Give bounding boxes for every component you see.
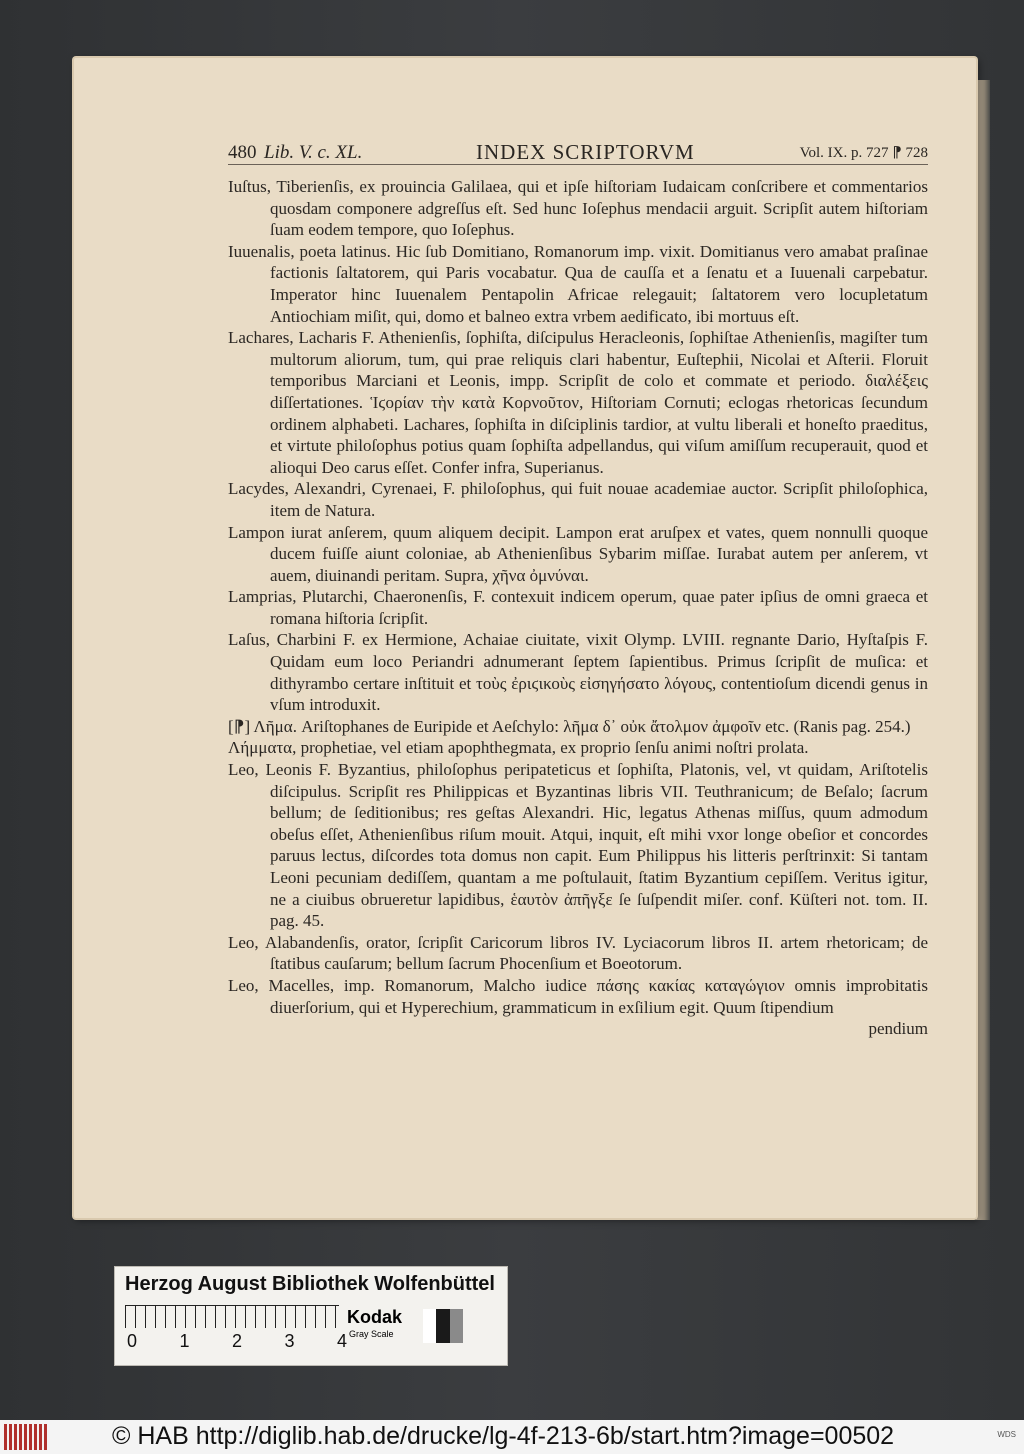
index-body bbox=[228, 176, 928, 1040]
page-number: 480 bbox=[228, 142, 257, 163]
catchword: pendium bbox=[868, 1019, 928, 1039]
entry-lacydes: Lacydes, Alexandri, Cyrenaei, F. philoſophus, qui fuit nouae academiae auctor. Scripſit philoſophica, item de Natura. bbox=[228, 479, 928, 520]
ruler-number: 4 bbox=[336, 1331, 347, 1351]
page-edge bbox=[976, 80, 990, 1220]
gray-scale-label: Gray Scale bbox=[349, 1329, 394, 1339]
entry-leo-byzantius: Leo, Leonis F. Byzantius, philoſophus peripateticus et ſophiſta, Platonis, vel, vt quidam, Ariſtotelis diſcipulus. Scripſit res Philippicas et Byzantinas libris VII. Teuthranicum; de Beſalo; ſacrum bellum; de ſeditionibus; res geſtas Alexandri. Hic, legatus Athenas miſſus, quum admodum obeſus eſſet, Athenienſibus riſum mouit. Atqui, inquit, eſt mihi vxor longe obeſior et concordes paruus lectus, diſcordes tota domus non capit. Eum Philippus his litteris perſtrinxit: Si tantam Leoni pecuniam dediſſem, quantam a me poſtulauit, ſtatim Byzantium cepiſſem. Veritus igitur, ne a ciuibus obrueretur lapidibus, ἑαυτὸν ἀπῆγξε ſe ſuſpendit miſer. conf. Küſteri not. tom. II. pag. 45. bbox=[228, 760, 928, 931]
library-label bbox=[114, 1266, 508, 1366]
ruler-number: 2 bbox=[231, 1331, 242, 1351]
ruler-number: 1 bbox=[179, 1331, 190, 1351]
entry-lachares: Lachares, Lacharis F. Athenienſis, ſophiſta, diſcipulus Heracleonis, ſophiſtae Athenienſis, magiſter tum multorum aliorum, tum, qui prae reliquis clari habentur, Euſtephii, Nicolai et Aſterii. Floruit temporibus Marciani et Leonis, impp. Scripſit de colo et commate et periodo. διαλέξεις diſſertationes. Ἱϛορίαν τὴν κατὰ Κορνοῦτον, Hiſtoriam Cornuti; eclogas rhetoricas ſecundum ordinem alphabeti. Lachares, ſophiſta in diſciplinis tardior, at vultu liberali et honeſto praeditus, et virtute philoſophus potius quam ſophiſta adpellandus, qui viſum amiſſum recuperauit, quod et alioqui Deo carus eſſet. Confer infra, Superianus. bbox=[228, 328, 928, 477]
entry-lasus: Laſus, Charbini F. ex Hermione, Achaiae ciuitate, vixit Olymp. LVIII. regnante Dario, Hyſtaſpis F. Quidam eum loco Periandri adnumerant ſeptem ſapientibus. Primus ſcripſit de muſica: et dithyrambo certare inſtituit et τοὺς ἐριϛικοὺς εἰσηγήσατο λόγους, contentioſum dicendi genus in vſum introduxit. bbox=[228, 630, 928, 715]
ruler-numbers bbox=[127, 1331, 347, 1352]
volume-reference: Vol. IX. p. 727 ⁋ 728 bbox=[799, 145, 928, 161]
ruler-scale bbox=[125, 1305, 339, 1328]
page-title: INDEX SCRIPTORVM bbox=[476, 140, 695, 164]
header-rule bbox=[228, 164, 928, 165]
entry-lamprias: Lamprias, Plutarchi, Chaeronenſis, F. contexuit indicem operum, quae pater ipſius de omni graeca et romana hiſtoria ſcripſit. bbox=[228, 587, 928, 628]
kodak-brand: Kodak bbox=[347, 1307, 403, 1327]
entry-lema: [⁋] Λῆμα. Ariſtophanes de Euripide et Aeſchylo: λῆμα δ᾽ οὐκ ἄτολμον ἀμφοῖν etc. (Ranis pag. 254.) bbox=[228, 716, 911, 736]
entry-leo-macelles: Leo, Macelles, imp. Romanorum, Malcho iudice πάσης κακίας καταγώγιον omnis improbitatis diuerſorium, qui et Hyperechium, grammaticum in exſilium egit. Quum ſtipendium bbox=[228, 975, 928, 1017]
footer-bar bbox=[0, 1420, 1024, 1454]
entry-lampon: Lampon iurat anſerem, quum aliquem decipit. Lampon erat aruſpex et vates, quem nonnulli quoque ducem fuiſſe aiunt coloniae, ab Athenienſibus Sybarim miſſae. Iurabat autem per anſerem, vt auem, diuinandi peritam. Supra, χῆνα ὀμνύναι. bbox=[228, 522, 928, 585]
copyright-url[interactable]: © HAB http://diglib.hab.de/drucke/lg-4f-213-6b/start.htm?image=00502 bbox=[112, 1422, 895, 1450]
corner-mark: WDS bbox=[997, 1430, 1016, 1439]
hab-logo-icon bbox=[4, 1424, 48, 1450]
gray-swatches bbox=[423, 1309, 463, 1343]
entry-iuuenalis: Iuuenalis, poeta latinus. Hic ſub Domitiano, Romanorum imp. vixit. Domitianus vero amabat praſinae factionis ſaltatorem, qui Paris vocabatur. Qua de cauſſa et a ſenatu et a Iuuenali carpebatur. Imperator hinc Iuuenalem Pentapolin Africae relegauit; ſaltatorem vero locupletatum Antiochiam miſit, qui, domo et balneo extra vrbem aedificato, ibi mortuus eſt. bbox=[228, 241, 928, 326]
ruler-number: 0 bbox=[127, 1331, 138, 1351]
entry-lemmata: Λήμματα, prophetiae, vel etiam apophthegmata, ex proprio ſenſu animi noſtri prolata. bbox=[228, 738, 809, 758]
swatch-white bbox=[423, 1309, 436, 1343]
swatch-gray bbox=[450, 1309, 463, 1343]
entry-leo-alabandensis: Leo, Alabandenſis, orator, ſcripſit Caricorum libros IV. Lyciacorum libros II. artem rhetoricam; de ſtatibus cauſarum; bellum ſacrum Phocenſium et Boeotorum. bbox=[228, 932, 928, 974]
swatch-black bbox=[436, 1309, 449, 1343]
ruler-number: 3 bbox=[284, 1331, 295, 1351]
library-name: Herzog August Bibliothek Wolfenbüttel bbox=[125, 1273, 495, 1295]
book-chapter: Lib. V. c. XL. bbox=[264, 142, 363, 163]
entry-iustus: Iuſtus, Tiberienſis, ex prouincia Galilaea, qui et ipſe hiſtoriam Iudaicam conſcribere et commentarios quosdam componere adgreſſus eſt. Sed hunc Ioſephus mendacii arguit. Scripſit autem hiſtoriam ſuam eodem tempore, quo Ioſephus. bbox=[228, 177, 928, 240]
